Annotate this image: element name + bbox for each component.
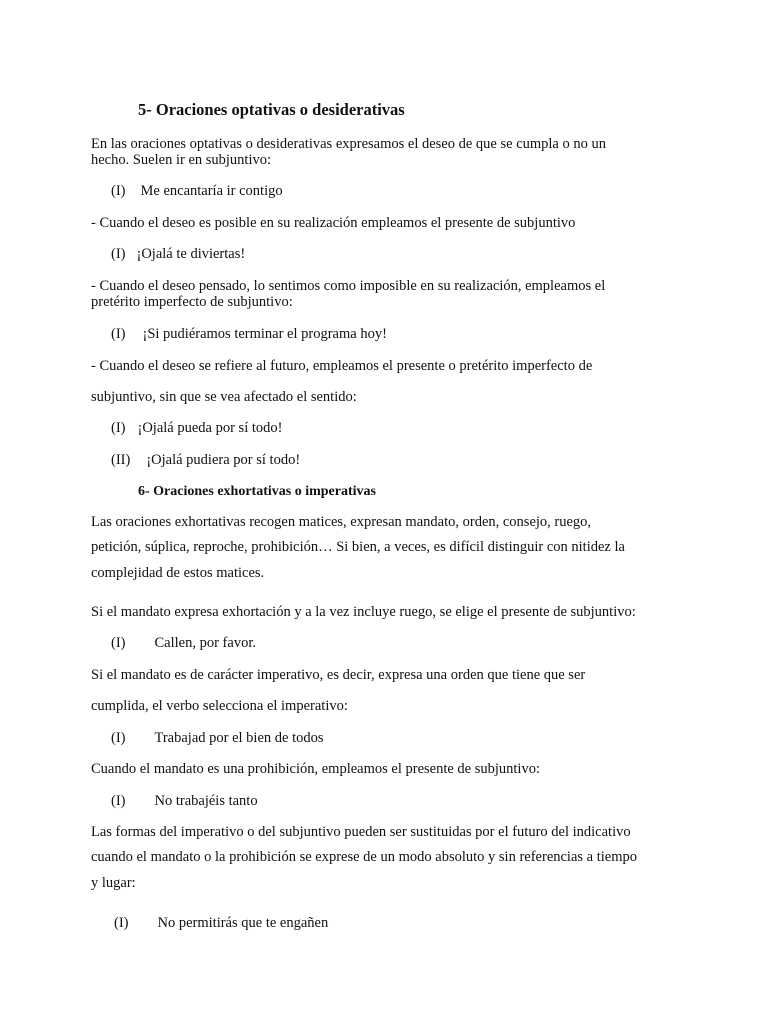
paragraph-line: Las formas del imperativo o del subjuntivo pueden ser sustituidas por el futuro del indicativo: [91, 824, 631, 840]
paragraph-line: - Cuando el deseo se refiere al futuro, empleamos el presente o pretérito imperfecto de: [91, 358, 593, 374]
paragraph-line: - Cuando el deseo pensado, lo sentimos como imposible en su realización, empleamos el: [91, 278, 606, 294]
example-marker: (I): [111, 730, 126, 746]
example-item: [111, 793, 258, 809]
example-marker: (I): [111, 246, 126, 262]
paragraph-line: cuando el mandato o la prohibición se exprese de un modo absoluto y sin referencias a tiempo: [91, 849, 638, 865]
paragraph-line: y lugar:: [91, 875, 136, 891]
paragraph-line: subjuntivo, sin que se vea afectado el sentido:: [91, 389, 357, 405]
example-item: [111, 326, 387, 342]
paragraph-line: - Cuando el deseo es posible en su realización empleamos el presente de subjuntivo: [91, 215, 576, 231]
example-item: [111, 730, 324, 746]
example-item: [111, 183, 283, 199]
example-item: [114, 915, 328, 931]
example-item: [111, 246, 245, 262]
example-marker: (I): [111, 793, 126, 809]
example-marker: (I): [111, 635, 126, 651]
paragraph-line: Cuando el mandato es una prohibición, empleamos el presente de subjuntivo:: [91, 761, 540, 777]
paragraph-line: petición, súplica, reproche, prohibición… Si bien, a veces, es difícil distinguir con nitidez la: [91, 539, 625, 555]
example-text: Callen, por favor.: [154, 635, 256, 651]
example-text: ¡Si pudiéramos terminar el programa hoy!: [142, 326, 387, 342]
example-marker: (I): [111, 183, 126, 199]
paragraph-line: cumplida, el verbo selecciona el imperativo:: [91, 698, 348, 714]
example-item: [111, 635, 256, 651]
example-marker: (I): [111, 326, 126, 342]
example-text: ¡Ojalá te diviertas!: [136, 246, 246, 262]
example-text: No trabajéis tanto: [154, 793, 258, 809]
paragraph-line: Si el mandato expresa exhortación y a la vez incluye ruego, se elige el presente de subjuntivo:: [91, 604, 636, 620]
example-text: Trabajad por el bien de todos: [154, 730, 324, 746]
paragraph-line: complejidad de estos matices.: [91, 565, 265, 581]
paragraph-line: hecho. Suelen ir en subjuntivo:: [91, 152, 272, 168]
paragraph-line: En las oraciones optativas o desiderativas expresamos el deseo de que se cumpla o no un: [91, 136, 606, 152]
paragraph-line: Si el mandato es de carácter imperativo, es decir, expresa una orden que tiene que ser: [91, 667, 586, 683]
paragraph-line: pretérito imperfecto de subjuntivo:: [91, 294, 293, 310]
section-6-heading: 6- Oraciones exhortativas o imperativas: [138, 484, 376, 499]
example-text: No permitirás que te engañen: [157, 915, 329, 931]
example-marker: (I): [114, 915, 129, 931]
example-marker: (I): [111, 420, 126, 436]
example-text: Me encantaría ir contigo: [140, 183, 283, 199]
example-text: ¡Ojalá pudiera por sí todo!: [146, 452, 301, 468]
example-marker: (II): [111, 452, 131, 468]
paragraph-line: Las oraciones exhortativas recogen matices, expresan mandato, orden, consejo, ruego,: [91, 514, 592, 530]
example-text: ¡Ojalá pueda por sí todo!: [137, 420, 283, 436]
example-item: [111, 452, 300, 468]
section-5-heading: 5- Oraciones optativas o desiderativas: [138, 100, 405, 119]
example-item: [111, 420, 282, 436]
